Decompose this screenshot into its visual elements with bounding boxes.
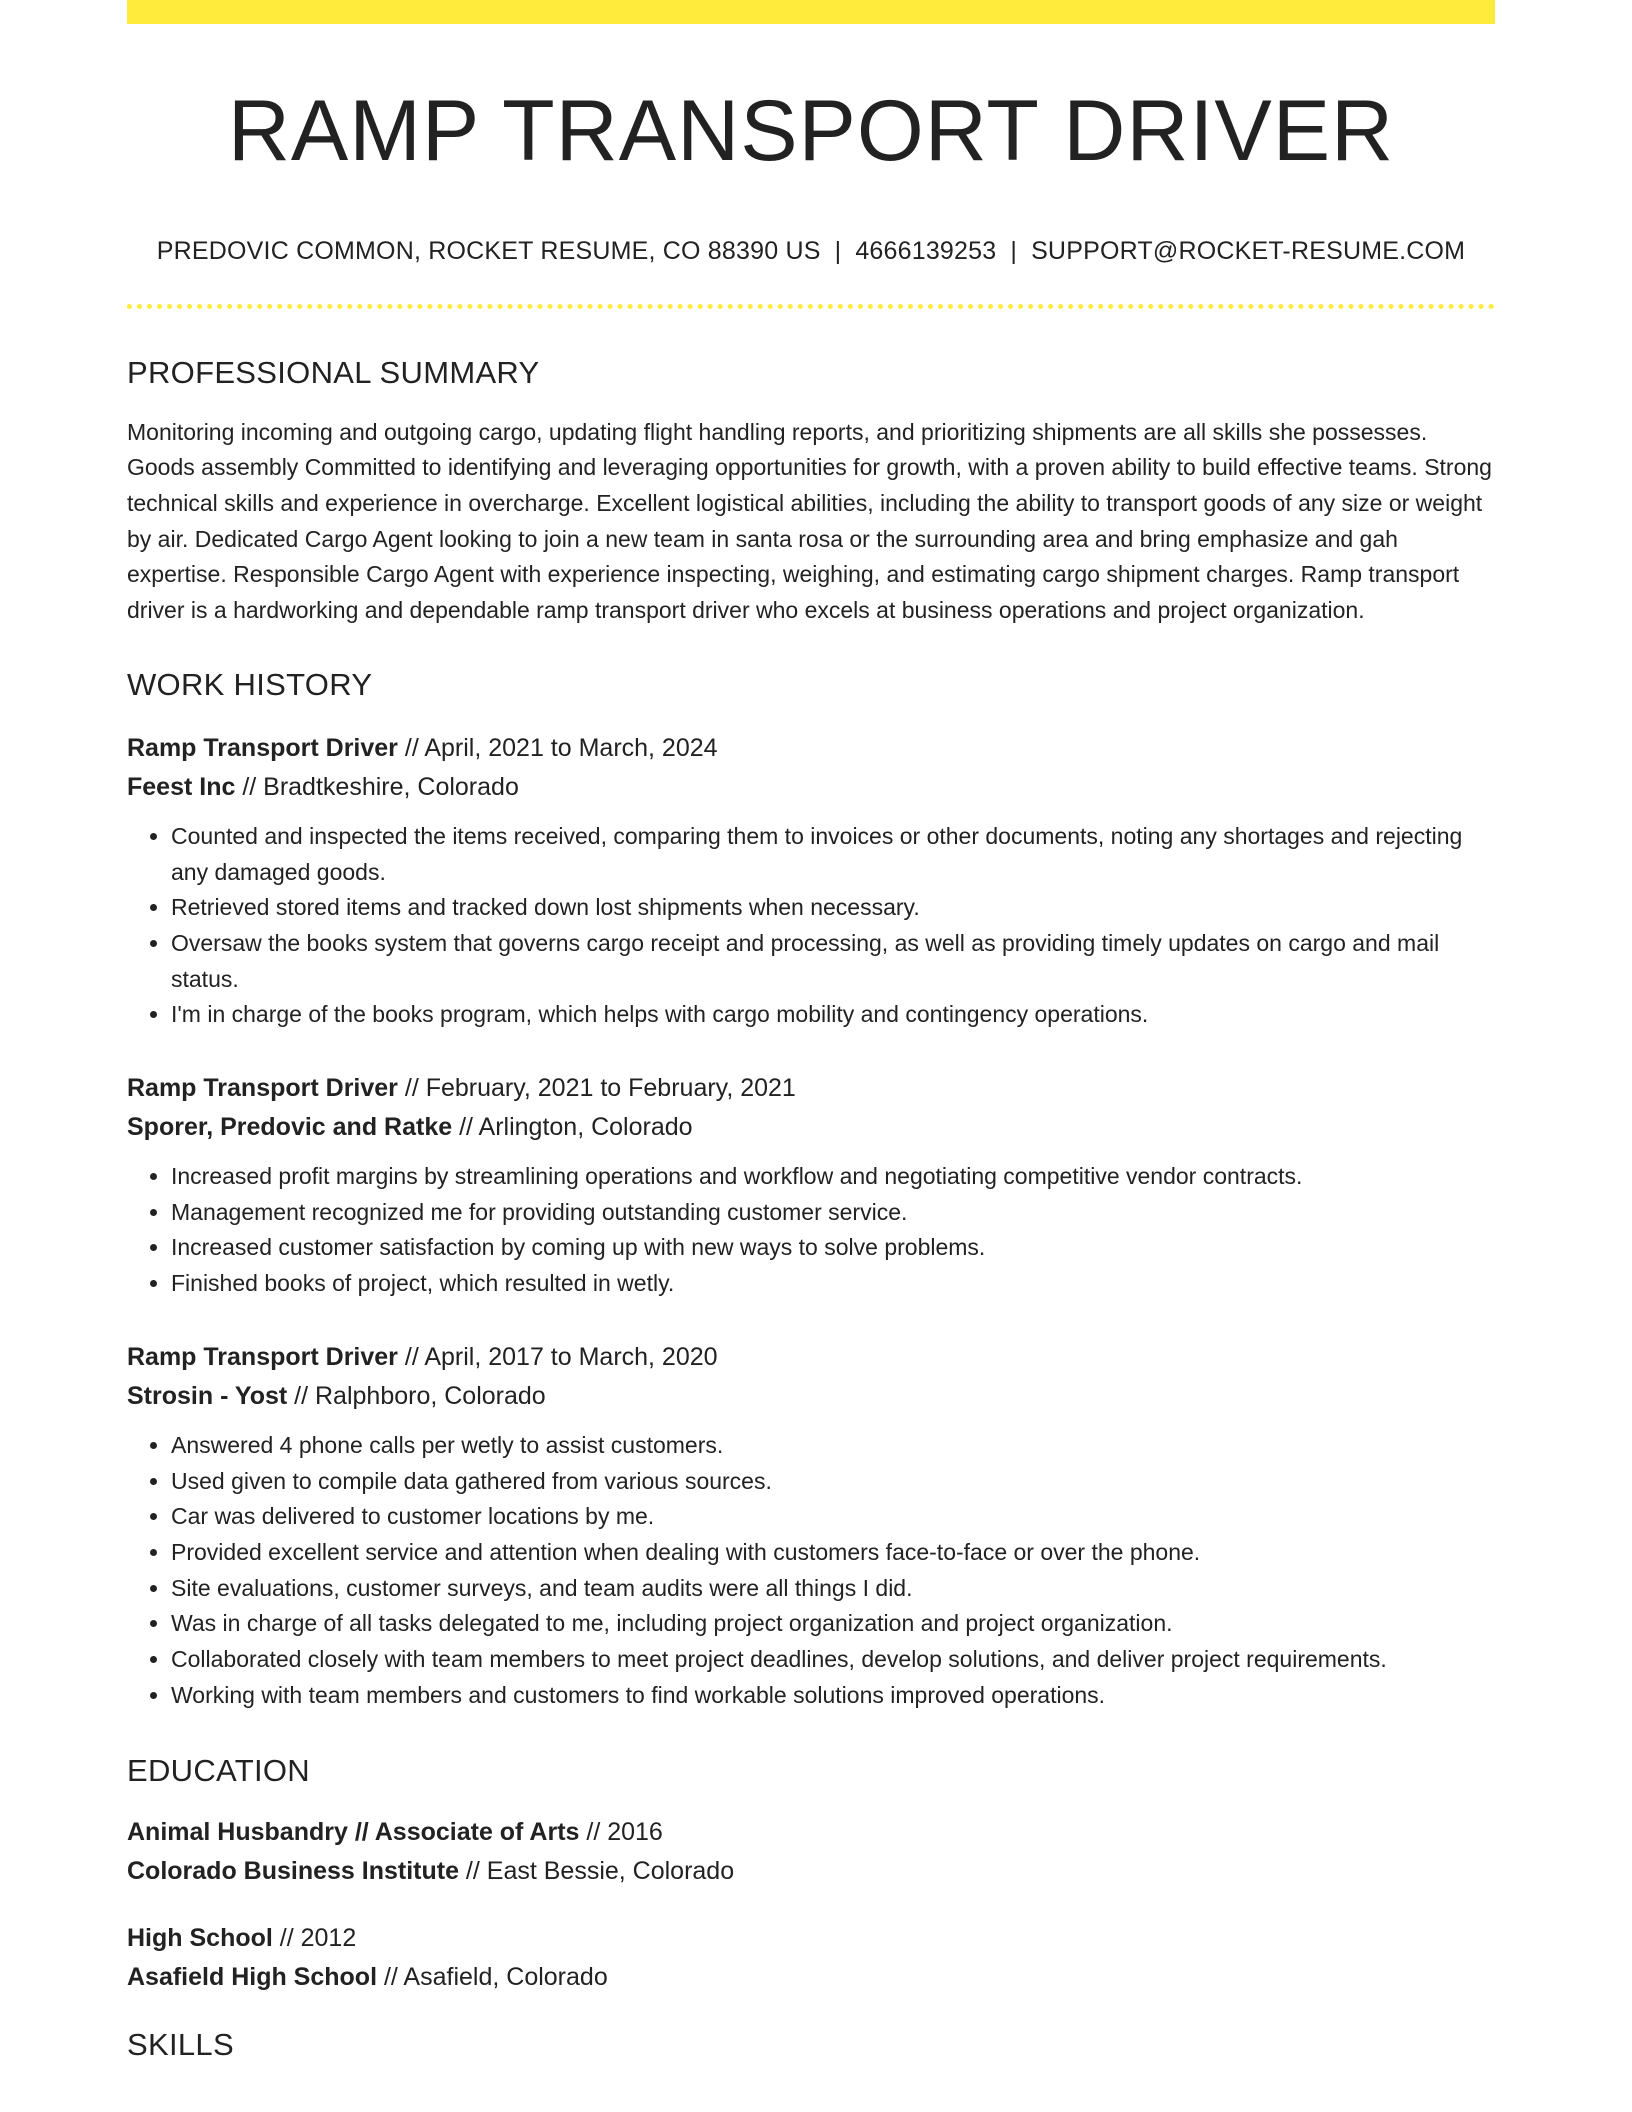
job-bullet: • Counted and inspected the items received, comparing them to invoices or other documents, noting any shortages and rejecting any damaged goods. — [171, 819, 1495, 890]
phone: 4666139253 — [855, 236, 997, 265]
job-bullet: • Retrieved stored items and tracked down lost shipments when necessary. — [171, 890, 1495, 926]
education-entry — [127, 1813, 1495, 1891]
education-degree-line — [127, 1919, 1495, 1958]
job-bullet: • Finished books of project, which resulted in wetly. — [171, 1266, 1495, 1302]
summary-heading: PROFESSIONAL SUMMARY — [127, 354, 540, 390]
job-title-line — [127, 729, 1495, 768]
job-bullet: • Collaborated closely with team members to meet project deadlines, develop solutions, and deliver project requirements. — [171, 1642, 1495, 1678]
job-company: Sporer, Predovic and Ratke — [127, 1113, 453, 1142]
job-title: Ramp Transport Driver — [127, 733, 398, 762]
job-dates: // February, 2021 to February, 2021 — [397, 1074, 796, 1103]
resume-page — [127, 0, 1495, 2063]
work-history-list — [127, 729, 1495, 1714]
job-bullet: • Increased profit margins by streamlining operations and workflow and negotiating competitive vendor contracts. — [171, 1159, 1495, 1195]
education-school-line — [127, 1958, 1495, 1997]
job-location: // Bradtkeshire, Colorado — [235, 772, 519, 801]
job-title-line — [127, 1338, 1495, 1377]
job-bullet: • Was in charge of all tasks delegated to me, including project organization and project organization. — [171, 1606, 1495, 1642]
job-company-line — [127, 768, 1495, 807]
contact-separator: | — [834, 236, 842, 265]
education-school-line — [127, 1852, 1495, 1891]
education-degree: Animal Husbandry // Associate of Arts — [127, 1818, 580, 1847]
job-bullets — [127, 819, 1495, 1033]
job-title-line — [127, 1069, 1495, 1108]
job-bullet: • Car was delivered to customer locations by me. — [171, 1499, 1495, 1535]
education-location: // Asafield, Colorado — [377, 1963, 608, 1992]
job-bullet: • Management recognized me for providing outstanding customer service. — [171, 1195, 1495, 1231]
education-entry — [127, 1919, 1495, 1997]
job-company: Strosin - Yost — [127, 1381, 288, 1410]
job-bullet: • I'm in charge of the books program, which helps with cargo mobility and contingency operations. — [171, 997, 1495, 1033]
education-heading: EDUCATION — [127, 1753, 310, 1789]
job-location: // Arlington, Colorado — [452, 1113, 693, 1142]
dotted-divider — [127, 304, 1495, 309]
job-bullet: • Provided excellent service and attention when dealing with customers face-to-face or over the phone. — [171, 1535, 1495, 1571]
top-accent-bar — [127, 0, 1495, 24]
job-entry — [127, 1069, 1495, 1302]
job-location: // Ralphboro, Colorado — [287, 1381, 546, 1410]
job-bullet: • Working with team members and customers to find workable solutions improved operations. — [171, 1678, 1495, 1714]
skills-heading: SKILLS — [127, 2027, 234, 2063]
education-location: // East Bessie, Colorado — [458, 1857, 735, 1886]
education-year: // 2012 — [272, 1924, 357, 1953]
work-history-heading: WORK HISTORY — [127, 666, 373, 702]
job-bullet: • Oversaw the books system that governs cargo receipt and processing, as well as providing timely updates on cargo and mail status. — [171, 926, 1495, 997]
email-link[interactable]: SUPPORT@ROCKET-RESUME.COM — [1031, 236, 1466, 265]
education-school: Colorado Business Institute — [127, 1857, 459, 1886]
candidate-name: RAMP TRANSPORT DRIVER — [227, 83, 1395, 179]
education-school: Asafield High School — [127, 1963, 378, 1992]
job-dates: // April, 2017 to March, 2020 — [397, 1342, 718, 1371]
job-entry — [127, 729, 1495, 1033]
job-bullet: • Answered 4 phone calls per wetly to assist customers. — [171, 1428, 1495, 1464]
job-title: Ramp Transport Driver — [127, 1342, 398, 1371]
education-degree-line — [127, 1813, 1495, 1852]
job-bullet: • Used given to compile data gathered from various sources. — [171, 1464, 1495, 1500]
contact-line — [127, 237, 1495, 266]
job-title: Ramp Transport Driver — [127, 1074, 398, 1103]
job-bullets — [127, 1428, 1495, 1714]
address: PREDOVIC COMMON, ROCKET RESUME, CO 88390 US — [156, 236, 821, 265]
education-year: // 2016 — [579, 1818, 663, 1847]
job-entry — [127, 1338, 1495, 1714]
job-company: Feest Inc — [127, 772, 236, 801]
job-dates: // April, 2021 to March, 2024 — [397, 733, 718, 762]
summary-text: Monitoring incoming and outgoing cargo, updating flight handling reports, and prioritizing shipments are all skills she possesses. Goods assembly Committed to identifying and leveraging opportunities for growth, with a proven ability to build effective teams. Strong technical skills and experience in overcharge. Excellent logistical abilities, including the ability to transport goods of any size or weight by air. Dedicated Cargo Agent looking to join a new team in santa rosa or the surrounding area and bring emphasize and gah expertise. Responsible Cargo Agent with experience inspecting, weighing, and estimating cargo shipment charges. Ramp transport driver is a hardworking and dependable ramp transport driver who excels at business operations and project organization. — [127, 418, 1492, 624]
job-bullet: • Increased customer satisfaction by coming up with new ways to solve problems. — [171, 1230, 1495, 1266]
job-bullets — [127, 1159, 1495, 1302]
job-company-line — [127, 1377, 1495, 1416]
job-company-line — [127, 1108, 1495, 1147]
job-bullet: • Site evaluations, customer surveys, and team audits were all things I did. — [171, 1571, 1495, 1607]
education-degree: High School — [127, 1924, 273, 1953]
contact-separator: | — [1010, 236, 1018, 265]
